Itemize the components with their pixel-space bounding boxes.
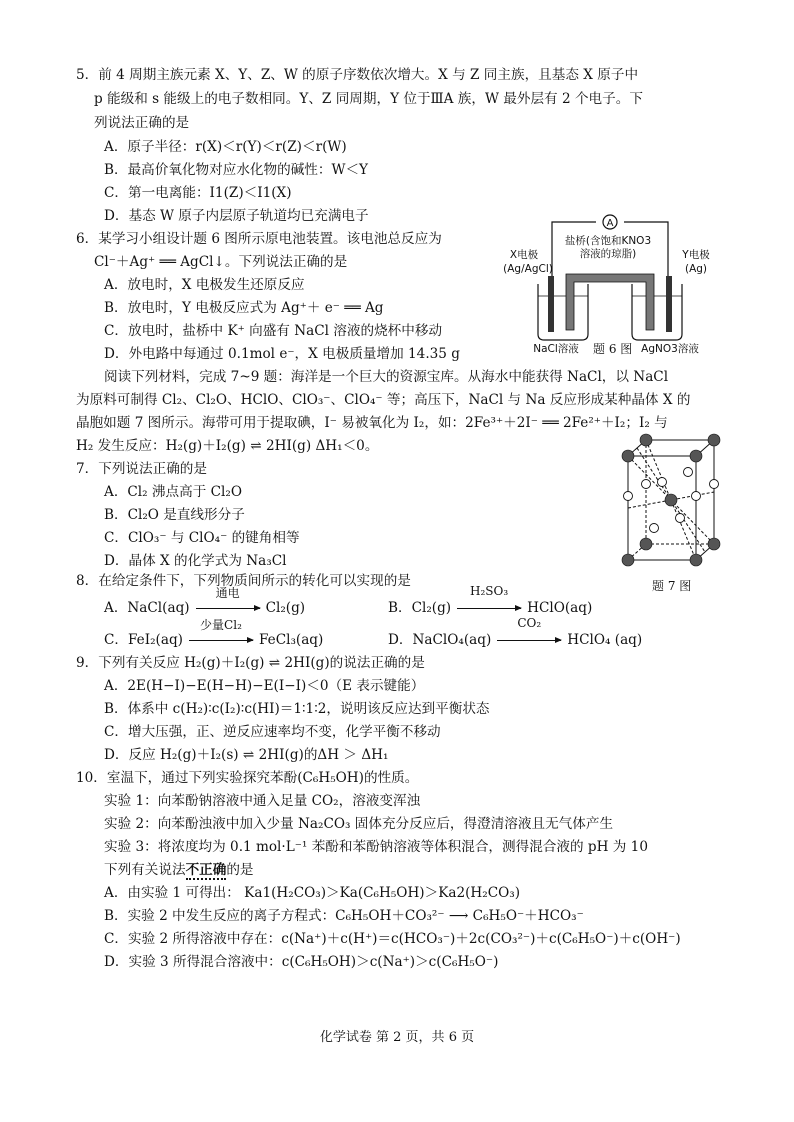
nacl-solution-label: NaCl溶液 — [533, 343, 579, 355]
right-beaker — [632, 284, 682, 340]
q9-stem: 9．下列有关反应 H₂(g)＋I₂(g) ⇌ 2HI(g)的说法正确的是 — [76, 655, 425, 671]
q8-b-product: HClO(aq) — [527, 600, 593, 616]
q10-experiment-3: 实验 3：将浓度均为 0.1 mol·L⁻¹ 苯酚和苯酚钠溶液等体积混合，测得混合液的 pH 为 10 — [104, 839, 648, 855]
q9-option-a: A．2E(H−I)−E(H−H)−E(I−I)＜0（E 表示键能） — [104, 678, 425, 694]
x-electrode-sublabel: (Ag/AgCl) — [503, 263, 553, 275]
q8-d-arrow — [497, 616, 561, 648]
q8-option-c — [104, 618, 324, 648]
q8-d-condition: CO₂ — [517, 616, 542, 630]
reading-line3: 晶胞如题 7 图所示。海带可用于提取碘，I⁻ 易被氧化为 I₂，如：2Fe³⁺＋2I⁻ ══ 2Fe²⁺＋I₂；I₂ 与 — [76, 415, 668, 431]
q10-option-b: B．实验 2 中发生反应的离子方程式：C₆H₅OH＋CO₃²⁻ ⟶ C₆H₅O⁻＋HCO₃⁻ — [104, 908, 584, 924]
figure-6-caption: 题 6 图 — [593, 342, 633, 356]
q8-b-reactant: B．Cl₂(g) — [388, 600, 452, 616]
q7-option-d: D．晶体 X 的化学式为 Na₃Cl — [104, 553, 287, 569]
q6-option-b: B．放电时，Y 电极反应式为 Ag⁺＋ e⁻ ══ Ag — [104, 300, 384, 316]
page-footer: 化学试卷 第 2 页，共 6 页 — [319, 1030, 475, 1045]
q5-option-c: C．第一电离能：I1(Z)＜I1(X) — [104, 185, 292, 201]
q8-b-condition: H₂SO₃ — [470, 584, 509, 598]
q5-stem-line1: 5．前 4 周期主族元素 X、Y、Z、W 的原子序数依次增大。X 与 Z 同主族，且基态 X 原子中 — [76, 67, 639, 83]
q8-option-a — [104, 586, 306, 616]
reading-line2: 为原料可制得 Cl₂、Cl₂O、HClO、ClO₃⁻、ClO₄⁻ 等；高压下，NaCl 与 Na 反应形成某种晶体 X 的 — [76, 392, 691, 408]
q10-experiment-1: 实验 1：向苯酚钠溶液中通入足量 CO₂，溶液变浑浊 — [104, 793, 421, 809]
q10-question — [104, 859, 254, 881]
q8-c-arrow — [189, 618, 253, 648]
q10-option-a: A．由实验 1 可得出： Ka1(H₂CO₃)＞Ka(C₆H₅OH)＞Ka2(H₂CO₃) — [104, 885, 521, 901]
q7-option-b: B．Cl₂O 是直线形分子 — [104, 507, 245, 523]
q8-d-product: HClO₄ (aq) — [567, 632, 643, 648]
ammeter-label: A — [606, 218, 614, 229]
crystal-cell-figure — [618, 432, 722, 572]
salt-bridge — [566, 274, 654, 330]
reading-line1: 阅读下列材料，完成 7~9 题：海洋是一个巨大的资源宝库。从海水中能获得 NaCl，以 NaCl — [104, 369, 669, 385]
q5-option-a: A．原子半径：r(X)＜r(Y)＜r(Z)＜r(W) — [104, 139, 347, 155]
q5-stem-line2: p 能级和 s 能级上的电子数相同。Y、Z 同周期，Y 位于ⅢA 族，W 最外层有 2 个电子。下 — [94, 91, 643, 107]
q9-option-c: C．增大压强，正、逆反应速率均不变，化学平衡不移动 — [104, 724, 441, 740]
q8-b-arrow — [457, 584, 521, 616]
q8-a-arrow — [196, 586, 260, 616]
x-electrode — [548, 276, 554, 332]
x-electrode-label: X电极 — [509, 249, 539, 261]
q6-stem-line2: Cl⁻＋Ag⁺ ══ AgCl↓。下列说法正确的是 — [94, 254, 348, 270]
q10-question-pre: 下列有关说法 — [104, 862, 186, 878]
q7-stem: 7．下列说法正确的是 — [76, 461, 207, 477]
left-beaker — [538, 284, 588, 340]
q6-option-d: D．外电路中每通过 0.1mol e⁻，X 电极质量增加 14.35 g — [104, 346, 460, 362]
q8-a-condition: 通电 — [215, 586, 240, 600]
reading-line4: H₂ 发生反应：H₂(g)＋I₂(g) ⇌ 2HI(g) ΔH₁＜0。 — [76, 438, 379, 454]
q7-option-a: A．Cl₂ 沸点高于 Cl₂O — [104, 484, 242, 500]
q8-c-condition: 少量Cl₂ — [200, 618, 242, 632]
q6-stem-line1: 6．某学习小组设计题 6 图所示原电池装置。该电池总反应为 — [76, 231, 442, 247]
y-electrode-label: Y电极 — [682, 249, 710, 261]
q8-option-b — [388, 584, 593, 616]
q8-a-reactant: A．NaCl(aq) — [104, 600, 190, 616]
agno3-solution-label: AgNO3溶液 — [641, 343, 699, 355]
q5-option-b: B．最高价氧化物对应水化物的碱性：W＜Y — [104, 162, 369, 178]
cell-corner-atoms — [622, 434, 720, 566]
q10-stem: 10．室温下，通过下列实验探究苯酚(C₆H₅OH)的性质。 — [76, 770, 419, 786]
q10-experiment-2: 实验 2：向苯酚浊液中加入少量 Na₂CO₃ 固体充分反应后，得澄清溶液且无气体产生 — [104, 816, 614, 832]
q8-stem: 8．在给定条件下，下列物质间所示的转化可以实现的是 — [76, 573, 411, 589]
q8-d-reactant: D．NaClO₄(aq) — [388, 632, 492, 648]
q10-question-emphasis: 不正确 — [185, 862, 227, 878]
q6-option-c: C．放电时，盐桥中 K⁺ 向盛有 NaCl 溶液的烧杯中移动 — [104, 323, 443, 339]
q10-option-d: D．实验 3 所得混合溶液中：c(C₆H₅OH)＞c(Na⁺)＞c(C₆H₅O⁻) — [104, 954, 499, 970]
figure-7-caption: 题 7 图 — [652, 579, 692, 593]
q5-option-d: D．基态 W 原子内层原子轨道均已充满电子 — [104, 208, 369, 224]
salt-bridge-label-2: 溶液的琼脂) — [579, 248, 637, 260]
q8-c-product: FeCl₃(aq) — [258, 632, 324, 648]
q10-question-post: 的是 — [226, 862, 254, 878]
q10-option-c: C．实验 2 所得溶液中存在：c(Na⁺)＋c(H⁺)＝c(HCO₃⁻)＋2c(CO₃²⁻)＋c(C₆H₅O⁻)＋c(OH⁻) — [104, 931, 681, 947]
q8-option-d — [388, 616, 643, 648]
q7-option-c: C．ClO₃⁻ 与 ClO₄⁻ 的键角相等 — [104, 530, 300, 546]
y-electrode-sublabel: (Ag) — [684, 263, 708, 275]
y-electrode — [666, 276, 672, 332]
q9-option-b: B．体系中 c(H₂)∶c(I₂)∶c(HI)＝1∶1∶2，说明该反应达到平衡状态 — [104, 701, 490, 717]
galvanic-cell-figure — [500, 212, 720, 360]
q9-option-d: D．反应 H₂(g)＋I₂(s) ⇌ 2HI(g)的ΔH ＞ ΔH₁ — [104, 747, 389, 763]
q8-c-reactant: C．FeI₂(aq) — [104, 632, 183, 648]
q5-stem-line3: 列说法正确的是 — [94, 115, 190, 131]
q8-a-product: Cl₂(g) — [265, 600, 306, 616]
salt-bridge-label-1: 盐桥(含饱和KNO3 — [564, 235, 652, 247]
q6-option-a: A．放电时，X 电极发生还原反应 — [104, 277, 305, 293]
